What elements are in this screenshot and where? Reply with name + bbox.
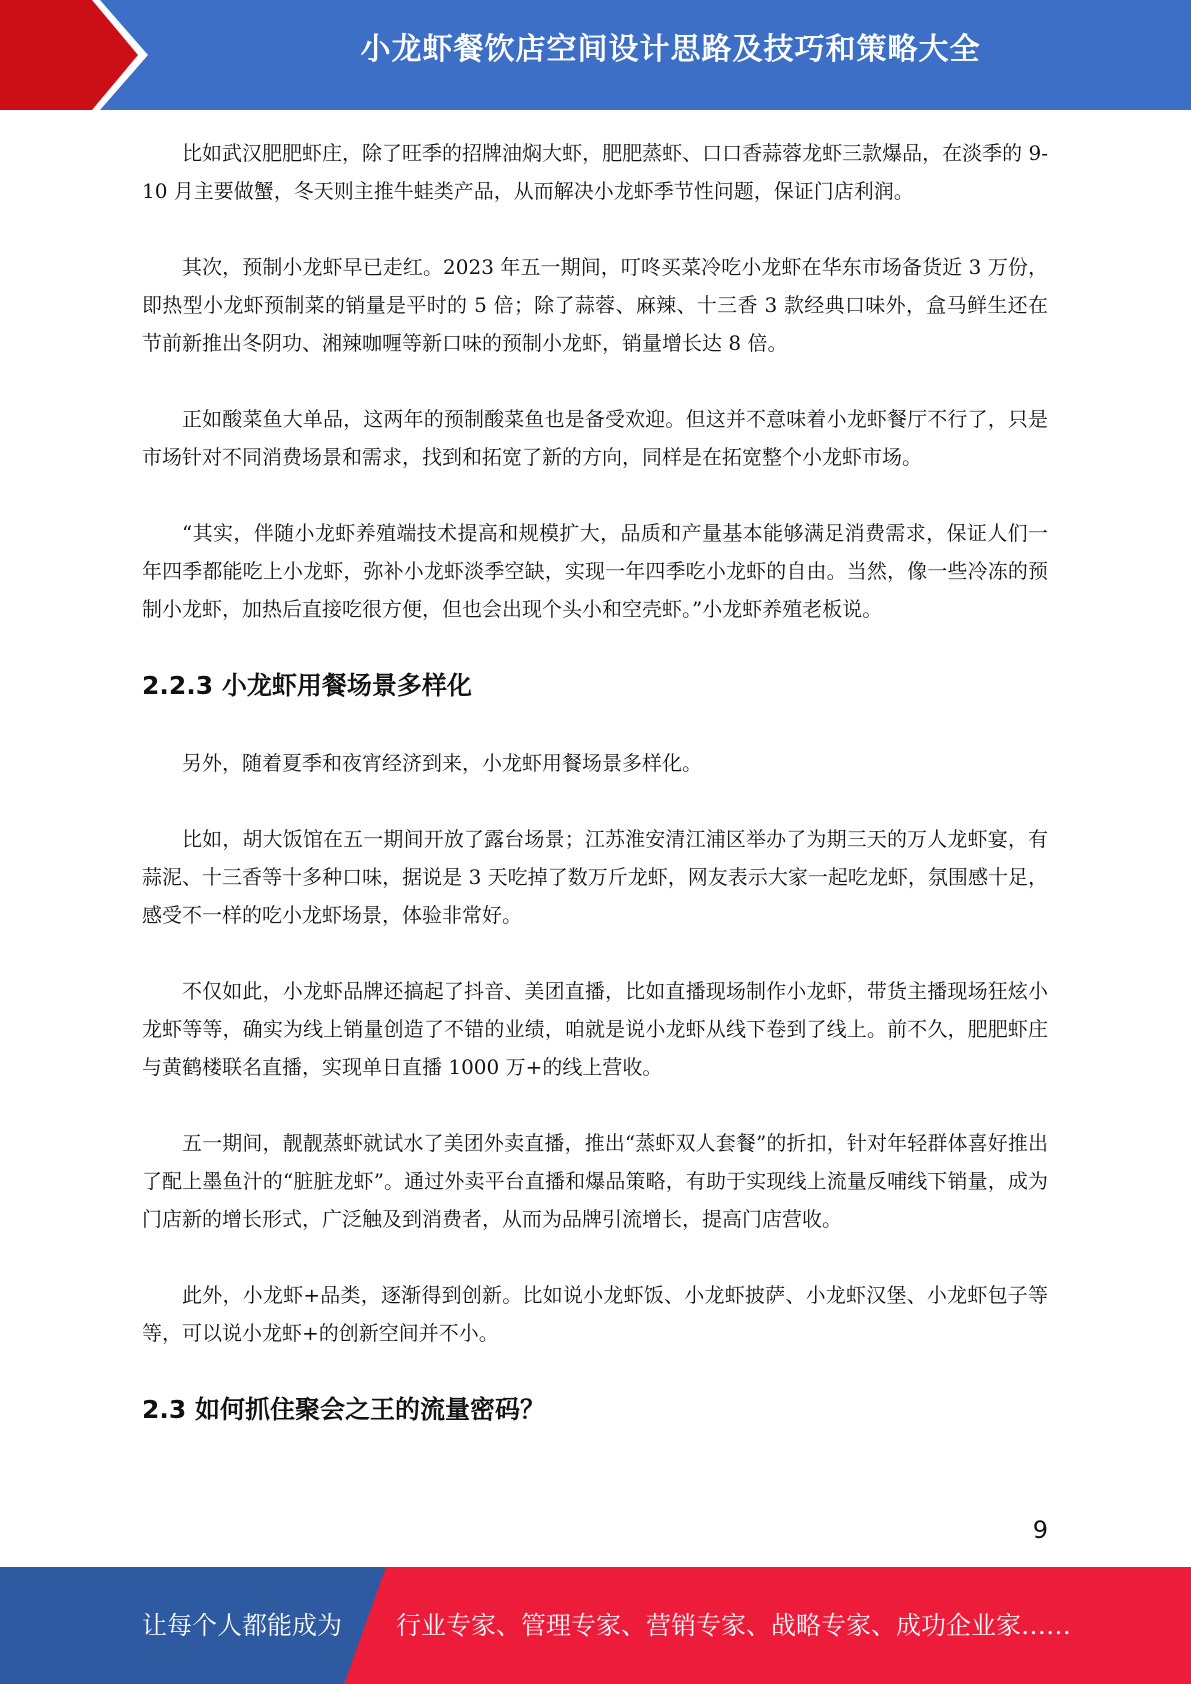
section-heading: 2.3 如何抓住聚会之王的流量密码？ xyxy=(142,1395,545,1424)
page-header xyxy=(0,0,1191,110)
paragraph: 比如，胡大饭馆在五一期间开放了露台场景；江苏淮安清江浦区举办了为期三天的万人龙虾宴，有蒜泥、十三香等十多种口味，据说是 3 天吃掉了数万斤龙虾，网友表示大家一起吃龙虾，氛围感十足，感受不一样的吃小龙虾场景，体验非常好。 xyxy=(142,827,1048,927)
paragraph: 此外，小龙虾+品类，逐渐得到创新。比如说小龙虾饭、小龙虾披萨、小龙虾汉堡、小龙虾包子等等，可以说小龙虾+的创新空间并不小。 xyxy=(142,1283,1048,1345)
paragraph: 其次，预制小龙虾早已走红。2023 年五一期间，叮咚买菜冷吃小龙虾在华东市场备货近 3 万份，即热型小龙虾预制菜的销量是平时的 5 倍；除了蒜蓉、麻辣、十三香 3 款经典口味外，盒马鲜生还在节前新推出冬阴功、湘辣咖喱等新口味的预制小龙虾，销量增长达 8 倍。 xyxy=(142,255,1048,355)
document-title: 小龙虾餐饮店空间设计思路及技巧和策略大全 xyxy=(360,32,981,67)
paragraph: 比如武汉肥肥虾庄，除了旺季的招牌油焖大虾，肥肥蒸虾、口口香蒜蓉龙虾三款爆品，在淡季的 9-10 月主要做蟹，冬天则主推牛蛙类产品，从而解决小龙虾季节性问题，保证门店利润。 xyxy=(142,141,1048,203)
paragraph: 正如酸菜鱼大单品，这两年的预制酸菜鱼也是备受欢迎。但这并不意味着小龙虾餐厅不行了，只是市场针对不同消费场景和需求，找到和拓宽了新的方向，同样是在拓宽整个小龙虾市场。 xyxy=(142,407,1048,469)
footer-slogan-left: 让每个人都能成为 xyxy=(142,1611,343,1640)
footer-slogan-right: 行业专家、管理专家、营销专家、战略专家、成功企业家…… xyxy=(396,1611,1072,1640)
paragraph: 另外，随着夏季和夜宵经济到来，小龙虾用餐场景多样化。 xyxy=(182,751,702,775)
paragraph: 五一期间，靓靓蒸虾就试水了美团外卖直播，推出“蒸虾双人套餐”的折扣，针对年轻群体喜好推出了配上墨鱼汁的“脏脏龙虾”。通过外卖平台直播和爆品策略，有助于实现线上流量反哺线下销量，成为门店新的增长形式，广泛触及到消费者，从而为品牌引流增长，提高门店营收。 xyxy=(142,1131,1048,1231)
paragraph: “其实，伴随小龙虾养殖端技术提高和规模扩大，品质和产量基本能够满足消费需求，保证人们一年四季都能吃上小龙虾，弥补小龙虾淡季空缺，实现一年四季吃小龙虾的自由。当然，像一些冷冻的预制小龙虾，加热后直接吃很方便，但也会出现个头小和空壳虾。”小龙虾养殖老板说。 xyxy=(142,521,1048,621)
paragraph: 不仅如此，小龙虾品牌还搞起了抖音、美团直播，比如直播现场制作小龙虾，带货主播现场狂炫小龙虾等等，确实为线上销量创造了不错的业绩，咱就是说小龙虾从线下卷到了线上。前不久，肥肥虾庄与黄鹤楼联名直播，实现单日直播 1000 万+的线上营收。 xyxy=(142,979,1048,1079)
main-content xyxy=(142,134,1048,1468)
page-footer xyxy=(0,1567,1191,1684)
header-chevron-decoration xyxy=(0,0,160,110)
section-heading: 2.2.3 小龙虾用餐场景多样化 xyxy=(142,671,472,700)
page-number: 9 xyxy=(1032,1516,1048,1544)
